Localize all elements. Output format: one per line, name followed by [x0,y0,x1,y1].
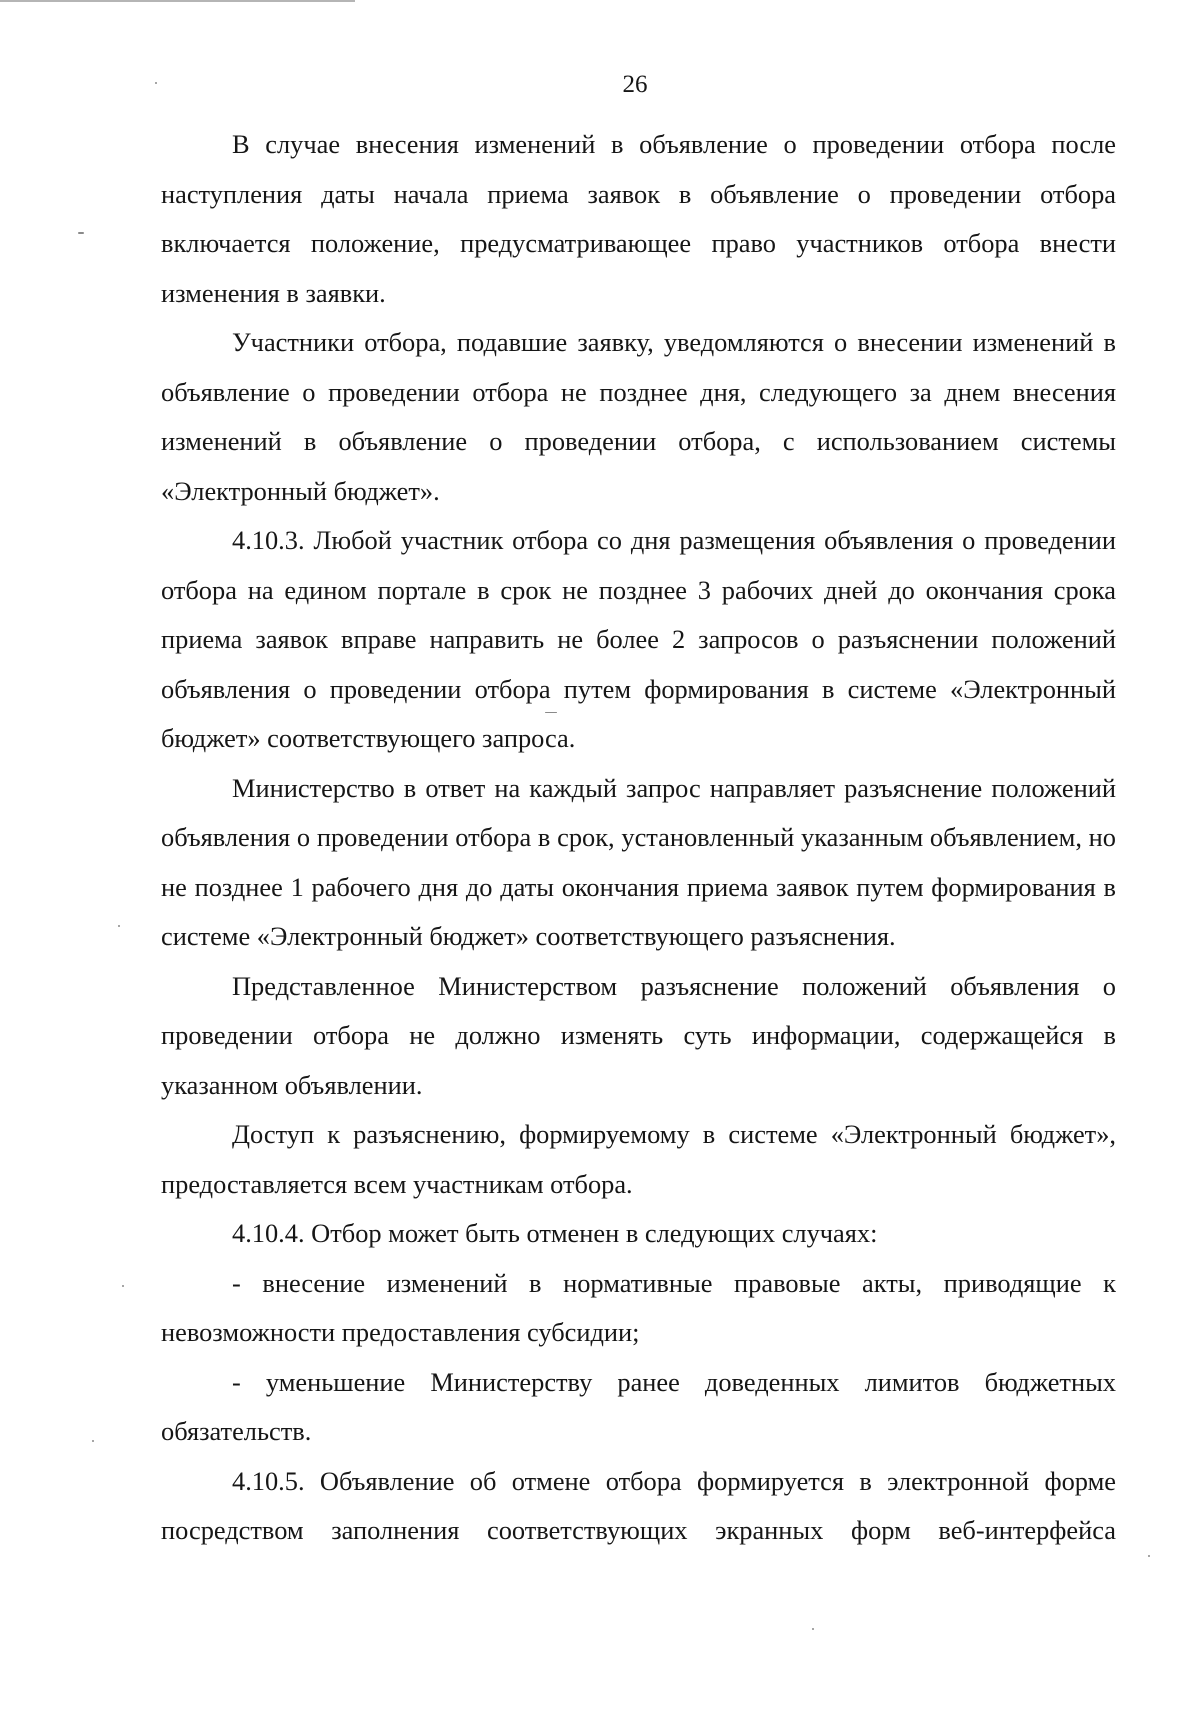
paragraph: 4.10.5. Объявление об отмене отбора формируется в электронной форме посредством заполнения соответствующих экранных форм веб-интерфейса [161,1465,1116,1545]
paragraph: В случае внесения изменений в объявление о проведении отбора после наступления даты начала приема заявок в объявление о проведении отбора включается положение, предусматривающее право участников отбора внести изменения в заявки. [161,129,1116,308]
paragraph: Представленное Министерством разъяснение положений объявления о проведении отбора не должно изменять суть информации, содержащейся в указанном объявлении. [161,970,1116,1100]
paragraph: - внесение изменений в нормативные правовые акты, приводящие к невозможности предоставления субсидии; [161,1267,1116,1347]
paragraph: 4.10.3. Любой участник отбора со дня размещения объявления о проведении отбора на едином портале в срок не позднее 3 рабочих дней до окончания срока приема заявок вправе направить не более 2 запросов о разъяснении положений объявления о проведении отбора путем формирования в системе «Электронный бюджет» соответствующего запроса. [161,525,1116,753]
scan-speck [812,1628,814,1630]
scan-speck [78,232,84,234]
paragraph: Участники отбора, подавшие заявку, уведомляются о внесении изменений в объявление о проведении отбора не позднее дня, следующего за днем внесения изменений в объявление о проведении отбора, с использованием системы «Электронный бюджет». [161,327,1116,506]
scan-speck [92,1440,94,1442]
document-body [161,120,1116,1556]
scan-edge-line [0,0,355,2]
page-number: 26 [622,71,648,98]
scan-speck [118,925,120,927]
paragraph: Министерство в ответ на каждый запрос направляет разъяснение положений объявления о проведении отбора в срок, установленный указанным объявлением, но не позднее 1 рабочего дня до даты окончания приема заявок путем формирования в системе «Электронный бюджет» соответствующего разъяснения. [161,772,1116,951]
scan-speck [1148,1555,1150,1557]
paragraph: Доступ к разъяснению, формируемому в системе «Электронный бюджет», предоставляется всем участникам отбора. [161,1119,1116,1199]
scan-speck [545,712,557,713]
paragraph: - уменьшение Министерству ранее доведенных лимитов бюджетных обязательств. [161,1366,1116,1446]
scan-speck [155,82,157,84]
paragraph: 4.10.4. Отбор может быть отменен в следующих случаях: [232,1218,878,1248]
scan-speck [122,1285,124,1287]
